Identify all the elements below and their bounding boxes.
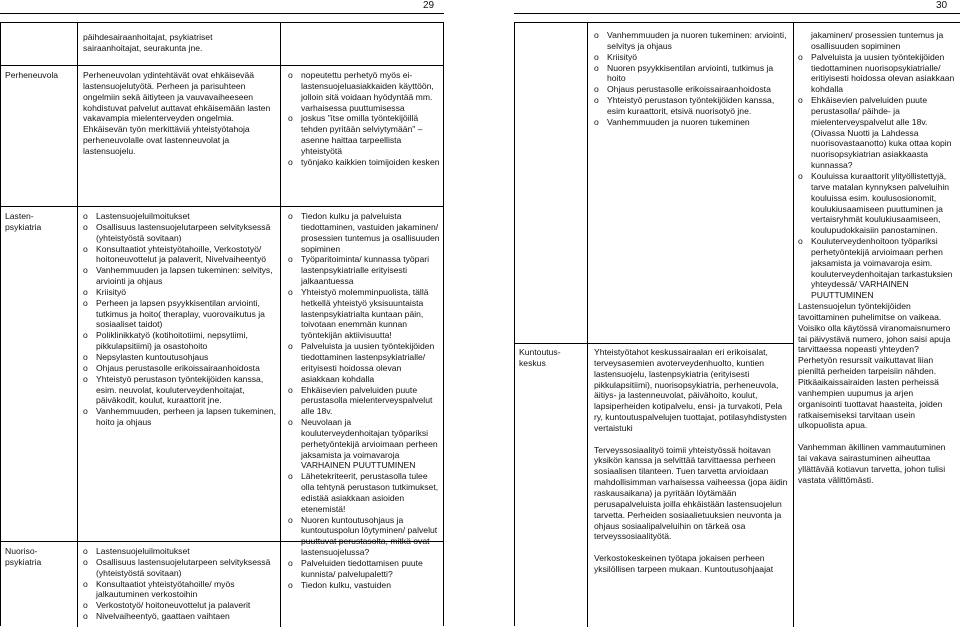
list-item: o Ohjaus perustasolle erikoissairaanhoidosta — [594, 84, 790, 95]
list-item: o Palveluiden tiedottamisen puute kunnista/ palvelupaletti? — [288, 558, 440, 580]
list-item: o Konsultaatiot yhteistyötahoille/ myös jalkautuminen verkostoihin — [83, 579, 277, 601]
paragraph: Yhteistyötahot keskussairaalan eri erikoisalat, terveysasemien avoterveydenhuolto, kuntien lastensuojelu, lastenpsykiatria (erityisesti pikkulapsitiimi), nuorisopsykiatria, perheneuvola, äitiys- ja lastenneuvolat, päivähoito, koulut, lapsiperheiden kotipalvelu, ensi- ja turvakoti, Pela ry, kuntoutuspalvelujen tuottajat, potilasyhdistysten vertaistuki — [594, 347, 787, 433]
list-item: o Neuvolaan ja kouluterveydenhoitajan työpariksi perhetyöntekijä arvioimaan perheen jaksamista ja voimavaroja VARHAINEN PUUTTUMINEN — [288, 417, 440, 471]
paragraph: Verkostokeskeinen työtapa jokaisen perheen yksilöllisen tarpeen mukaan. Kuntoutusohjaajat — [594, 553, 774, 574]
list-item: o Yhteistyö molemminpuolista, tällä hetkellä yhteistyö yksisuuntaista lastenpsykiatrialta kuntaan päin, toivotaan enemmän kunnan työntekijän aktiivisuutta! — [288, 287, 440, 341]
list-item: o Osallisuus lastensuojelutarpeen selvityksessä (yhteistyöstä sovitaan) — [83, 222, 277, 244]
list-item: o Nepsylasten kuntoutusohjaus — [83, 352, 277, 363]
list-item: o Konsultaatiot yhteistyötahoille, Verkostotyö/ hoitoneuvottelut ja palaverit, Nivelvaiheentyö — [83, 244, 277, 266]
list-item: o Nuoren kuntoutusohjaus ja kuntoutuspolun löytyminen/ palvelut puuttuvat perustasolta, mitkä ovat lastensuojelussa? — [288, 515, 440, 558]
continuation-line: sairaanhoitajat, seurakunta jne. — [83, 42, 203, 53]
header-rule-right — [514, 13, 960, 14]
list-item: o Ehkäisevien palveluiden puute perustasolla/ päihde- ja mielenterveyspalvelut alle 18v. (Oivassa Nuotti ja Lahdessa nuorisovastaanotto) kuka ottaa kopin nuorisopsykiatrian asiakkaasta kunnassa? — [798, 95, 956, 171]
perheneuvola-notes — [288, 70, 440, 168]
list-item: o Perheen ja lapsen psyykkisentilan arviointi, tutkimus ja hoito( theraplay, vuorovaikutus ja sosiaaliset taidot) — [83, 298, 277, 331]
list-item: o työnjako kaikkien toimijoiden kesken — [288, 157, 440, 168]
paragraph: Lastensuojelun työntekijöiden tavoittaminen puhelimitse on vaikeaa. Voisiko olla käytössä viranomaisnumero tai päivystävä numero, johon saisi apuja tarvittaessa nopeasti yhteyden? — [798, 301, 951, 355]
list-item: jakaminen/ prosessien tuntemus ja osallisuuden sopiminen — [811, 30, 944, 51]
list-item: o Osallisuus lastensuojelutarpeen selvityksessä (yhteistyöstä sovitaan) — [83, 557, 277, 579]
list-item: o Tiedon kulku ja palveluista tiedottaminen, vastuiden jakaminen/ prosessien tuntemus ja osallisuuden sopiminen — [288, 211, 440, 254]
paragraph: Vanhemman äkillinen vammautuminen tai vakava sairastuminen aiheuttaa yllättävää kotiavun tarvetta, johon tulisi vastata välittömästi. — [798, 442, 946, 485]
list-item: o Kouluissa kuraattorit ylityöllistettyjä, tarve matalan kynnyksen palveluihin kouluissa esim. koulusosionomit, koulukiusaamiseen puuttuminen ja vertaisryhmät koulukiusaamiseen, koulupudokkaisiin panostaminen. — [798, 171, 956, 236]
list-item: o Verkostotyö/ hoitoneuvottelut ja palaverit — [83, 600, 277, 611]
list-item: o Vanhemmuuden ja nuoren tukeminen — [594, 117, 790, 128]
list-item: o Ohjaus perustasolle erikoissairaanhoidosta — [83, 363, 277, 374]
list-item: o Vanhemmuuden ja nuoren tukeminen: arviointi, selvitys ja ohjaus — [594, 30, 790, 52]
list-item: o joskus "itse omilla työntekijöillä tehden pyritään selviytymään" – asenne haittaa tarpeellista yhteistyötä — [288, 113, 440, 156]
kuntoutuskeskus-description — [594, 347, 788, 575]
page-number-left: 29 — [423, 0, 435, 11]
nuorisopsykiatria-notes — [798, 30, 956, 485]
list-item: o Palveluista ja uusien työntekijöiden tiedottaminen lastenpsykiatrialle/ erityisesti hoidossa olevan asiakkaan kohdalla — [288, 341, 440, 384]
list-item: o Kriisityö — [594, 52, 790, 63]
list-item: o Poliklinikkatyö (kotihoitotiimi, nepsytiimi, pikkulapsitiimi) ja osastohoito — [83, 330, 277, 352]
list-item: o Kriisityö — [83, 287, 277, 298]
list-item: o Lähetekriteerit, perustasolla tulee olla tehtynä perustason tutkimukset, edistää asiakkaan asioiden etenemistä! — [288, 471, 440, 514]
page-number-right: 30 — [936, 0, 948, 11]
list-item: o Vanhemmuuden, perheen ja lapsen tukeminen, hoito ja ohjaus — [83, 406, 277, 428]
header-rule-left — [0, 13, 444, 14]
nuorisopsykiatria-tasks-continued — [594, 30, 790, 128]
continuation-line: päihdesairaanhoitajat, psykiatriset — [83, 32, 213, 42]
lastenpsykiatria-notes — [288, 211, 440, 591]
list-item: o Työparitoiminta/ kunnassa työpari lastenpsykiatrialle erityisesti jalkaantuessa — [288, 254, 440, 287]
list-item: o Palveluista ja uusien työntekijöiden tiedottaminen nuorisopsykiatrialle/ eritiyisesti hoidossa olevan asiakkaan kohdalla — [798, 52, 956, 95]
row-label-kuntoutuskeskus: Kuntoutus-keskus — [519, 347, 561, 368]
list-item: o Kouluterveydenhoitoon työpariksi perhetyöntekijä arvioimaan perhen jaksamista ja voimavaroja esim. kouluterveydenhoitajan tarkastuksien yhteydessä/ VARHAINEN PUUTTUMINEN — [798, 236, 956, 301]
paragraph: Perhetyön resurssit vaikuttavat liian pieniltä perheiden tarpeisiin nähden. Pitkäaikaissairaiden lasten perheissä vanhempien uupumus ja arjen organisointi tuottavat haasteita, joiden ratkaisemiseksi tarvitaan usein ulkopuolista apua. — [798, 355, 943, 431]
list-item: o Lastensuojeluilmoitukset — [83, 211, 277, 222]
list-item: o Ehkäisevien palveluiden puute perustasolla mielenterveyspalvelut alle 18v. — [288, 385, 440, 418]
list-item: o Lastensuojeluilmoitukset — [83, 546, 277, 557]
lastenpsykiatria-tasks — [83, 211, 277, 428]
list-item: o Vanhemmuuden ja lapsen tukeminen: selvitys, arviointi ja ohjaus — [83, 265, 277, 287]
row-label-lastenpsykiatria: Lasten-psykiatria — [5, 211, 42, 232]
list-item: o nopeutettu perhetyö myös ei-lastensuojeluasiakkaiden käyttöön, jolloin sitä voidaan hyödyntää mm. varhaisessa puuttumisessa — [288, 70, 440, 113]
row-label-perheneuvola: Perheneuvola — [5, 70, 59, 80]
list-item: o Yhteistyö perustason työntekijöiden kanssa, esim. neuvolat, kouluterveydenhoitajat, päiväkodit, koulut, kuraattorit jne. — [83, 374, 277, 407]
paragraph: Terveyssosiaalityö toimii yhteistyössä hoitavan yksikön kanssa ja selvittää tarvittaessa perheen sosiaalisen tilanteen. Tuen tarvetta arvioidaan mahdollisimman varhaisessa vaiheessa (jopa äidin raskausaikana) ja pyritään löytämään perusapalveluista joilla ehkäistään lastensuojelun tarvetta. Perheiden sosiaalietuuksien neuvonta ja ohjaus sosiaalipalveluihin on tärkeä osa terveyssosiaalityötä. — [594, 444, 788, 542]
list-item: o Nivelvaiheentyö, gaattaen vaihtaen — [83, 611, 277, 622]
list-item: o Nuoren psyykkisentilan arviointi, tutkimus ja hoito — [594, 63, 790, 85]
list-item: o Yhteistyö perustason työntekijöiden kanssa, esim kuraattorit, etsivä nuorisotyö jne. — [594, 95, 790, 117]
perheneuvola-description: Perheneuvolan ydintehtävät ovat ehkäisevää lastensuojelutyötä. Perheen ja parisuhteen ongelmiin sekä äitiyteen ja vauvavaiheeseen kohdistuvat palvelut auttavat ehkäisemään lasten vakavampia mielenterveyden ongelmia. Ehkäisevän työn merkittäviä yhteistyötahoja perheneuvolalle ovat lastenneuvolat ja lastensuojelu. — [83, 70, 271, 156]
nuorisopsykiatria-tasks — [83, 546, 277, 622]
row-label-nuorisopsykiatria: Nuoriso-psykiatria — [5, 546, 42, 567]
list-item: o Tiedon kulku, vastuiden — [288, 580, 440, 591]
continuation-text — [83, 32, 275, 54]
